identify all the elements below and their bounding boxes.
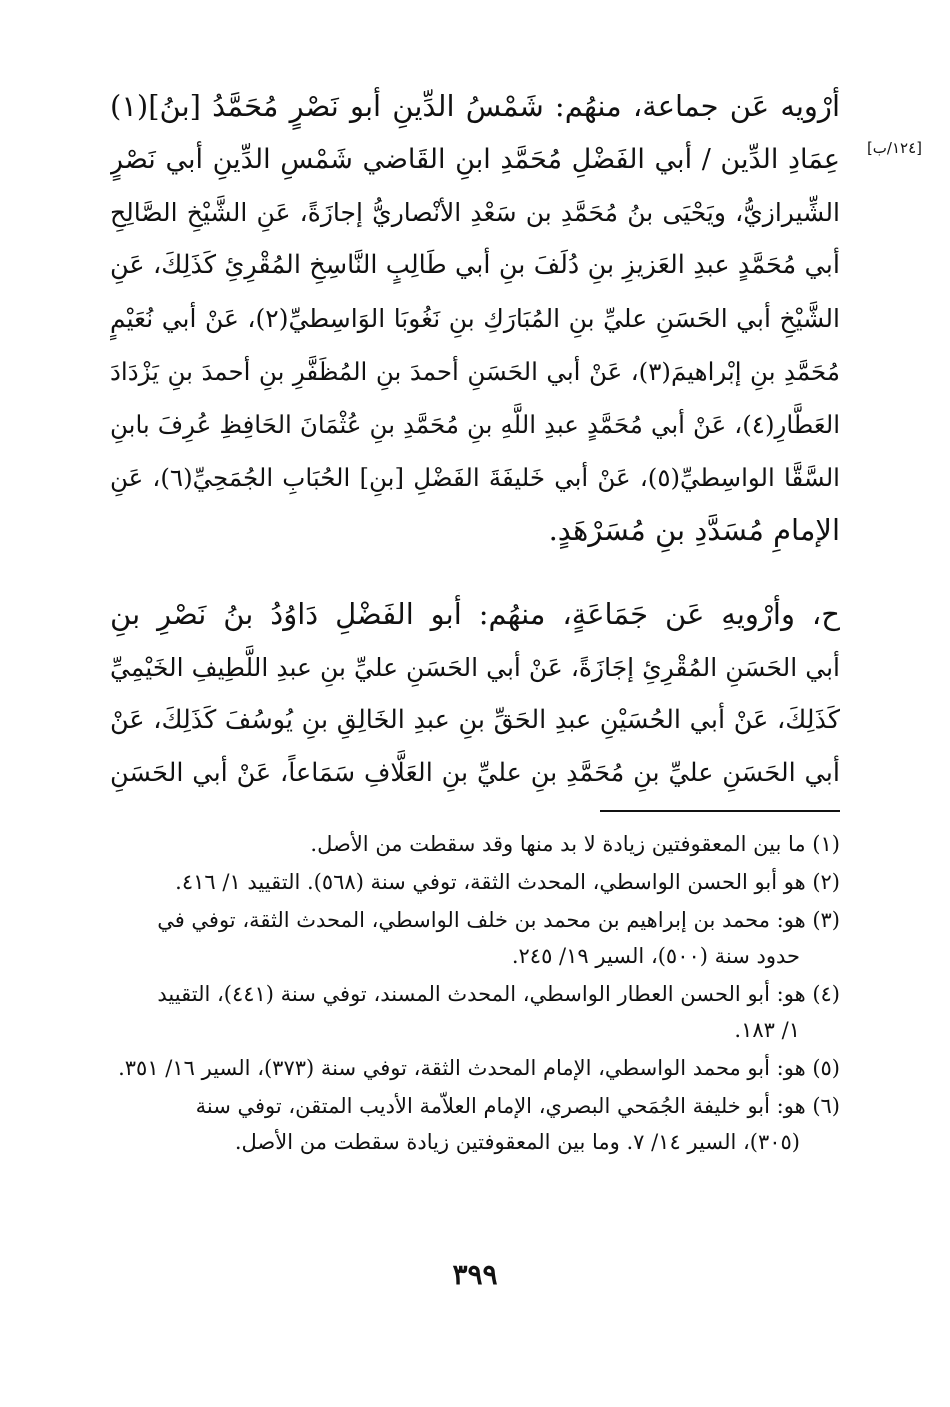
paragraph-1 — [110, 80, 840, 557]
footnotes — [110, 826, 840, 1162]
footnote-1 — [110, 826, 840, 862]
page-number: ٣٩٩ — [452, 1258, 498, 1291]
text-line: أبي الحَسَنِ المُقْرِئِ إجَازَةً، عَنْ أبي الحَسَنِ عليِّ بنِ عبدِ اللَّطِيفِ الخَيْمِيِّ — [110, 653, 840, 682]
text-line: أبي الحَسَنِ عليِّ بنِ مُحَمَّدِ بنِ عليِّ بنِ العَلَّافِ سَمَاعاً، عَنْ أبي الحَسَنِ — [110, 758, 840, 788]
footnote-2 — [110, 864, 840, 900]
paragraph-gap — [110, 557, 840, 588]
text-line: الشِّيرازيُّ، ويَحْيَى بنُ مُحَمَّدِ بن سَعْدِ الأنْصاريُّ إجازَةً، عَنِ الشَّيْخِ الصَّالِحِ — [110, 198, 840, 227]
text-line: عِمَادِ الدِّين / أبي الفَضْلِ مُحَمَّدِ ابنِ القَاضي شَمْسِ الدِّينِ أبي نَصْرٍ — [110, 144, 840, 175]
text-line: الشَّيْخِ أبي الحَسَنِ عليِّ بنِ المُبَارَكِ بنِ نَغُوبَا الوَاسِطيِّ(٢)، عَنْ أبي نُعَيْمٍ — [110, 304, 840, 333]
footnote-line: (١) ما بين المعقوفتين زيادة لا بد منها وقد سقطت من الأصل. — [310, 832, 840, 856]
text-line: كَذَلِكَ، عَنْ أبي الحُسَيْنِ عبدِ الحَقِّ بنِ عبدِ الخَالِقِ بنِ يُوسُفَ كَذَلِكَ، عَنْ — [110, 705, 840, 735]
footnote-5 — [110, 1050, 840, 1086]
footnote-line: (٦) هو: أبو خليفة الجُمَحي البصري، الإمام العلاّمة الأديب المتقن، توفي سنة — [195, 1094, 840, 1118]
text-line: السَّقَّا الواسِطيِّ(٥)، عَنْ أبي خَليفَةَ الفَضْلِ [بنِ] الحُبَابِ الجُمَحِيِّ(٦)، عَنِ — [110, 463, 840, 492]
text-line: العَطَّارِ(٤)، عَنْ أبي مُحَمَّدٍ عبدِ اللَّهِ بنِ مُحَمَّدِ بنِ عُثْمَانَ الحَافِظِ عُرِفَ بابنِ — [110, 410, 840, 439]
text-line: أبي مُحَمَّدٍ عبدِ العَزيزِ بنِ دُلَفَ بنِ أبي طَالِبٍ النَّاسِخِ المُقْرِئِ كَذَلِكَ، عَنِ — [110, 250, 840, 280]
footnote-line: حدود سنة (٥٠٠)، السير ١٩/ ٢٤٥. — [511, 944, 800, 968]
footnote-3 — [110, 902, 840, 974]
footnote-line: (٥) هو: أبو محمد الواسطي، الإمام المحدث الثقة، توفي سنة (٣٧٣)، السير ١٦/ ٣٥١. — [118, 1056, 840, 1080]
footnote-line: (٣٠٥)، السير ١٤/ ٧. وما بين المعقوفتين زيادة سقطت من الأصل. — [234, 1130, 800, 1154]
text-line: مُحَمَّدِ بنِ إبْراهيمَ(٣)، عَنْ أبي الحَسَنِ أحمدَ بنِ المُظَفَّرِ بنِ أحمدَ بنِ يَزْدَادَ — [110, 357, 840, 386]
text-line: أرْويه عَن جماعة، منهُم: شَمْسُ الدِّينِ أبو نَصْرٍ مُحَمَّدُ [بنُ](١) — [110, 89, 840, 123]
footnote-6 — [110, 1088, 840, 1160]
footnote-line: (٤) هو: أبو الحسن العطار الواسطي، المحدث المسند، توفي سنة (٤٤١)، التقييد — [157, 982, 840, 1006]
footnote-line: ١/ ١٨٣. — [734, 1018, 800, 1042]
footnote-line: (٢) هو أبو الحسن الواسطي، المحدث الثقة، توفي سنة (٥٦٨). التقييد ١/ ٤١٦. — [175, 870, 840, 894]
main-text — [110, 80, 840, 800]
manuscript-folio-note: [١٢٤/ب] — [866, 139, 922, 157]
footnote-line: (٣) هو: محمد بن إبراهيم بن محمد بن خلف الواسطي، المحدث الثقة، توفي في — [157, 908, 840, 932]
text-line: ح، وأرْويهِ عَن جَمَاعَةٍ، منهُم: أبو الفَضْلِ دَاوُدُ بنُ نَصْرِ بنِ — [110, 597, 840, 631]
paragraph-2 — [110, 588, 840, 800]
footnote-separator — [600, 810, 840, 812]
footnote-4 — [110, 976, 840, 1048]
text-line: الإمامِ مُسَدَّدِ بنِ مُسَرْهَدٍ. — [548, 513, 840, 547]
